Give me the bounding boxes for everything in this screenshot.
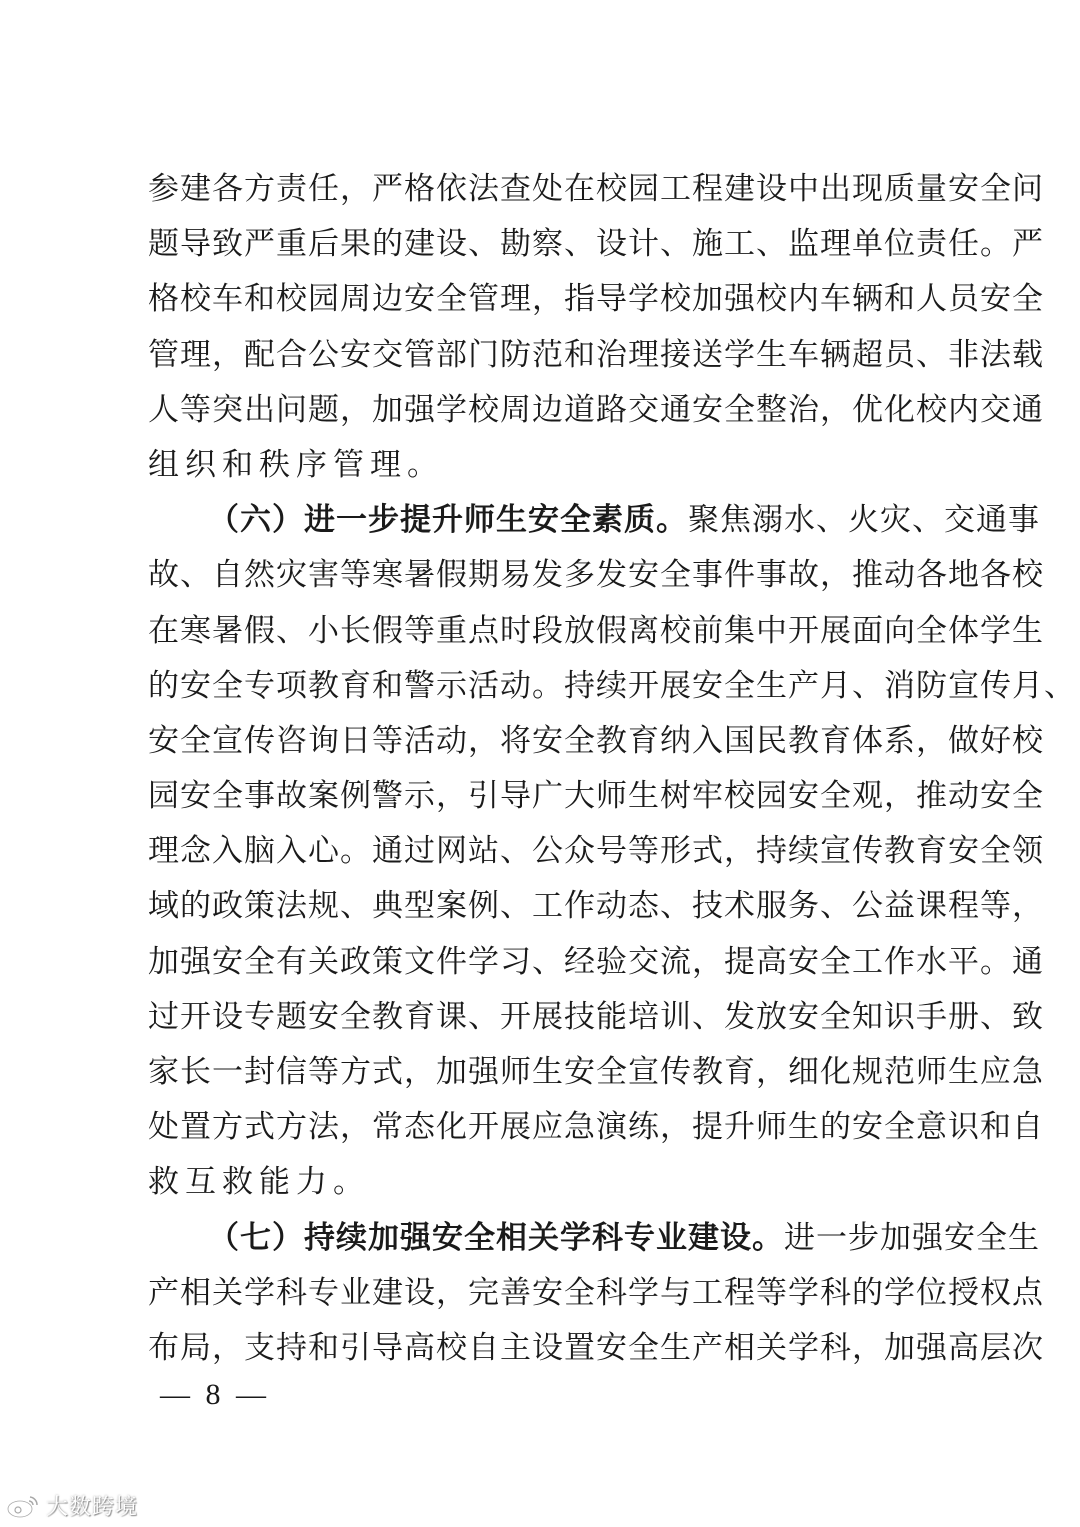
text-line: 加强安全有关政策文件学习、经验交流，提高安全工作水平。通: [148, 943, 1044, 980]
watermark: [6, 1490, 138, 1521]
text-line: 题导致严重后果的建设、勘察、设计、施工、监理单位责任。严: [148, 226, 1044, 263]
text-line: 组织和秩序管理。: [148, 446, 444, 483]
text-line: 在寒暑假、小长假等重点时段放假离校前集中开展面向全体学生: [148, 612, 1044, 649]
section-6-first-line: [148, 493, 1040, 548]
text-line: 的安全专项教育和警示活动。持续开展安全生产月、消防宣传月、: [148, 667, 1076, 704]
text-line: 安全宣传咨询日等活动，将安全教育纳入国民教育体系，做好校: [148, 722, 1044, 759]
text-line: 园安全事故案例警示，引导广大师生树牢校园安全观，推动安全: [148, 778, 1044, 815]
section-6-heading: （六）进一步提升师生安全素质。: [208, 502, 688, 539]
text-line: 域的政策法规、典型案例、工作动态、技术服务、公益课程等，: [148, 888, 1044, 925]
text-line: 格校车和校园周边安全管理，指导学校加强校内车辆和人员安全: [148, 281, 1044, 318]
text-line: 理念入脑入心。通过网站、公众号等形式，持续宣传教育安全领: [148, 833, 1044, 870]
watermark-text: 大数跨境: [46, 1495, 139, 1520]
page-number: — 8 —: [160, 1378, 270, 1411]
text-line: 人等突出问题，加强学校周边道路交通安全整治，优化校内交通: [148, 391, 1044, 428]
text-line: 处置方式方法，常态化开展应急演练，提升师生的安全意识和自: [148, 1109, 1044, 1146]
section-7-heading: （七）持续加强安全相关学科专业建设。: [208, 1219, 784, 1256]
text-line: 故、自然灾害等寒暑假期易发多发安全事件事故，推动各地各校: [148, 557, 1044, 594]
text-line: 管理，配合公安交管部门防范和治理接送学生车辆超员、非法载: [148, 336, 1044, 373]
section-7-first-line-text: 进一步加强安全生: [784, 1219, 1040, 1256]
text-line: 布局，支持和引导高校自主设置安全生产相关学科，加强高层次: [148, 1329, 1044, 1366]
weibo-logo-icon: [6, 1493, 40, 1519]
text-line: 救互救能力。: [148, 1164, 370, 1201]
text-line: 产相关学科专业建设，完善安全科学与工程等学科的学位授权点: [148, 1274, 1044, 1311]
text-line: 参建各方责任，严格依法查处在校园工程建设中出现质量安全问: [148, 171, 1044, 207]
section-7-first-line: [148, 1211, 1040, 1266]
section-6-first-line-text: 聚焦溺水、火灾、交通事: [688, 502, 1040, 539]
text-line: 家长一封信等方式，加强师生安全宣传教育，细化规范师生应急: [148, 1054, 1044, 1090]
document-body: [148, 162, 1076, 1376]
text-line: 过开设专题安全教育课、开展技能培训、发放安全知识手册、致: [148, 998, 1044, 1035]
